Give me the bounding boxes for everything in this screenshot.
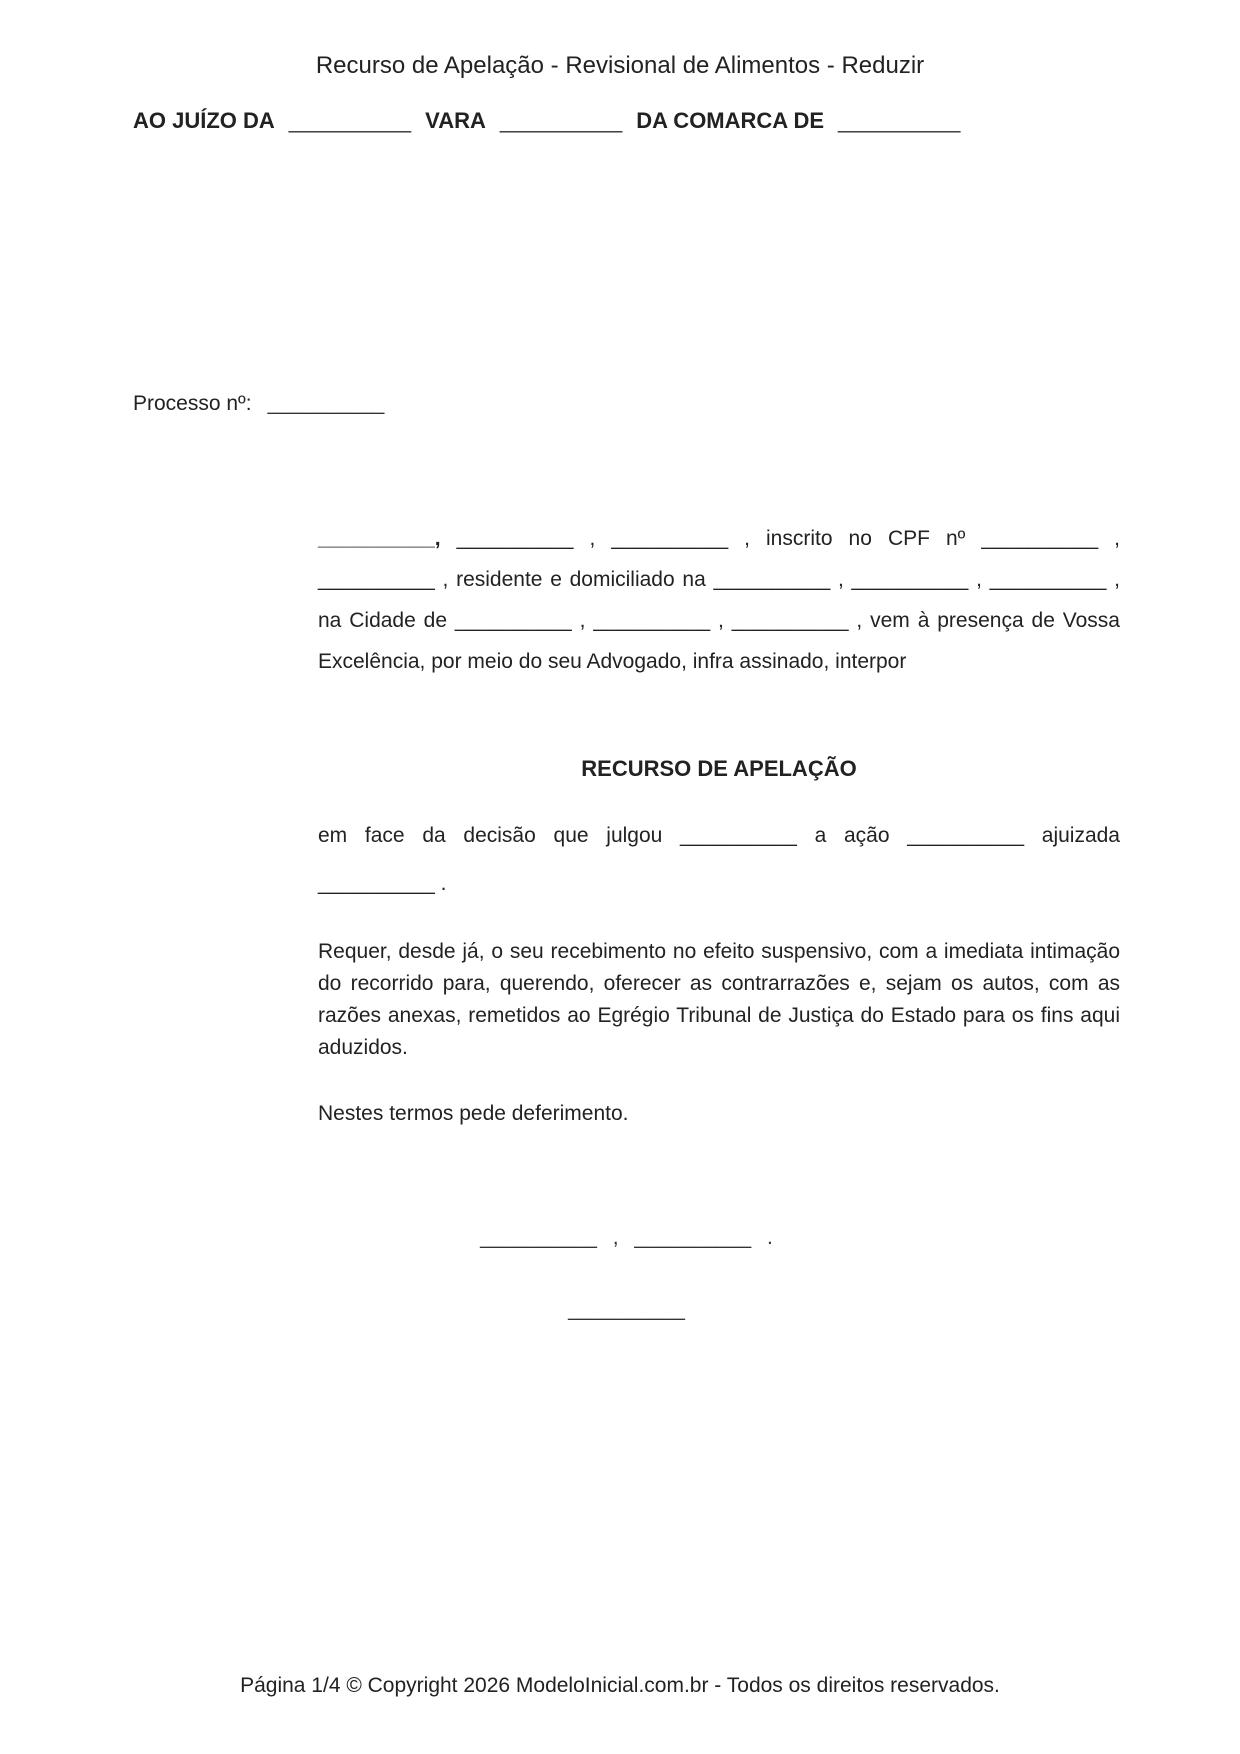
parties-qualification-text: __________ , __________ , inscrito no CPF nº __________ , __________ , residente e domiciliado na __________ , __________ , __________ , na Cidade de __________ , __________ , __________ , vem à presença de Vossa Excelência, por meio do seu Advogado, infra assinado, interpor — [318, 527, 1120, 673]
process-number-blank: __________ — [267, 392, 385, 415]
parties-qualification-paragraph — [318, 518, 1120, 682]
recurso-heading: RECURSO DE APELAÇÃO — [581, 756, 857, 781]
addressee-blank-comarca: __________ — [838, 108, 961, 133]
addressee-part-juizo: AO JUÍZO DA — [133, 108, 275, 133]
addressee-blank-vara-type: __________ — [499, 108, 623, 133]
em-face-paragraph: em face da decisão que julgou __________ a ação __________ ajuizada __________ . — [318, 824, 1120, 895]
process-number-label: Processo nº: — [133, 392, 252, 415]
addressee-part-vara: VARA — [425, 108, 486, 133]
closing-line: Nestes termos pede deferimento. — [318, 1102, 629, 1125]
page-footer-copyright: Página 1/4 © Copyright 2026 ModeloInicial.com.br - Todos os direitos reservados. — [240, 1674, 1000, 1697]
signature-blank-line: __________ — [568, 1298, 685, 1321]
appellant-name-blank: __________, — [318, 527, 441, 550]
requer-paragraph: Requer, desde já, o seu recebimento no efeito suspensivo, com a imediata intimação do recorrido para, querendo, oferecer as contrarrazões e, sejam os autos, com as razões anexas, remetidos ao Egrégio Tribunal de Justiça do Estado para os fins aqui aduzidos. — [318, 940, 1120, 1059]
document-title: Recurso de Apelação - Revisional de Alimentos - Reduzir — [315, 52, 925, 79]
addressee-line — [133, 108, 1120, 134]
addressee-part-comarca: DA COMARCA DE — [636, 108, 825, 133]
addressee-blank-vara-number: __________ — [288, 108, 412, 133]
process-number-line — [133, 392, 384, 416]
city-date-blank-line: __________ , __________ . — [480, 1226, 773, 1249]
